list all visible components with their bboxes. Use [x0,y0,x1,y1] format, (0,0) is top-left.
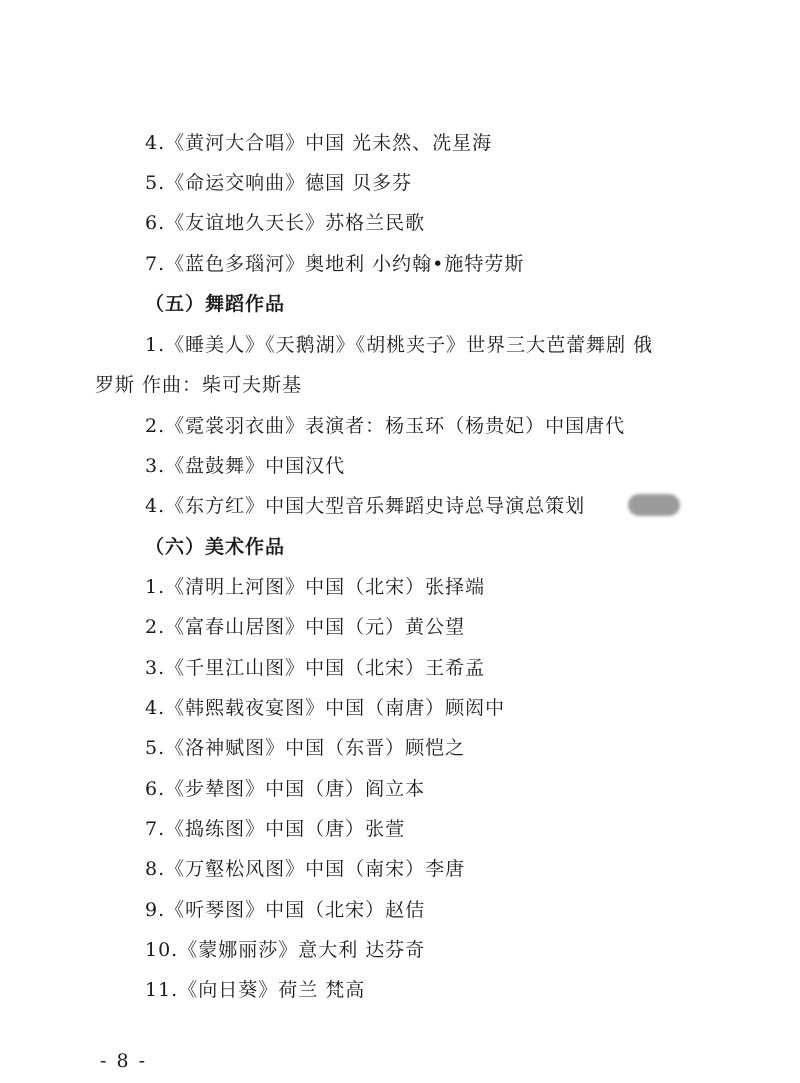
art-item: 2.《富春山居图》中国（元）黄公望 [145,616,466,638]
dance-item-2: 2.《霓裳羽衣曲》表演者：杨玉环（杨贵妃）中国唐代 [145,415,626,437]
art-item: 7.《捣练图》中国（唐）张萱 [145,818,406,840]
art-item: 8.《万壑松风图》中国（南宋）李唐 [145,858,466,880]
section-heading-dance: （五）舞蹈作品 [145,293,286,315]
art-item: 11.《向日葵》荷兰 梵高 [145,979,366,1001]
music-item-6: 6.《友谊地久天长》苏格兰民歌 [145,212,426,234]
dance-item-3: 3.《盘鼓舞》中国汉代 [145,455,346,477]
art-item: 10.《蒙娜丽莎》意大利 达芬奇 [145,939,426,961]
page-number: - 8 - [100,1050,148,1072]
music-item-7: 7.《蓝色多瑙河》奥地利 小约翰•施特劳斯 [145,253,525,275]
dance-item-1-line-1: 1.《睡美人》《天鹅湖》《胡桃夹子》世界三大芭蕾舞剧 俄 [145,334,654,356]
redaction-blur [628,494,680,516]
art-item: 4.《韩熙载夜宴图》中国（南唐）顾闳中 [145,697,506,719]
music-item-5: 5.《命运交响曲》德国 贝多芬 [145,172,413,194]
art-item: 3.《千里江山图》中国（北宋）王希孟 [145,657,486,679]
dance-item-1-line-2: 罗斯 作曲：柴可夫斯基 [95,374,303,396]
section-heading-art: （六）美术作品 [145,536,286,558]
art-item: 9.《听琴图》中国（北宋）赵佶 [145,899,426,921]
dance-item-4: 4.《东方红》中国大型音乐舞蹈史诗总导演总策划 [145,495,586,517]
art-item: 1.《清明上河图》中国（北宋）张择端 [145,576,486,598]
art-item: 5.《洛神赋图》中国（东晋）顾恺之 [145,737,466,759]
art-item: 6.《步辇图》中国（唐）阎立本 [145,778,426,800]
music-item-4: 4.《黄河大合唱》中国 光未然、冼星海 [145,132,493,154]
